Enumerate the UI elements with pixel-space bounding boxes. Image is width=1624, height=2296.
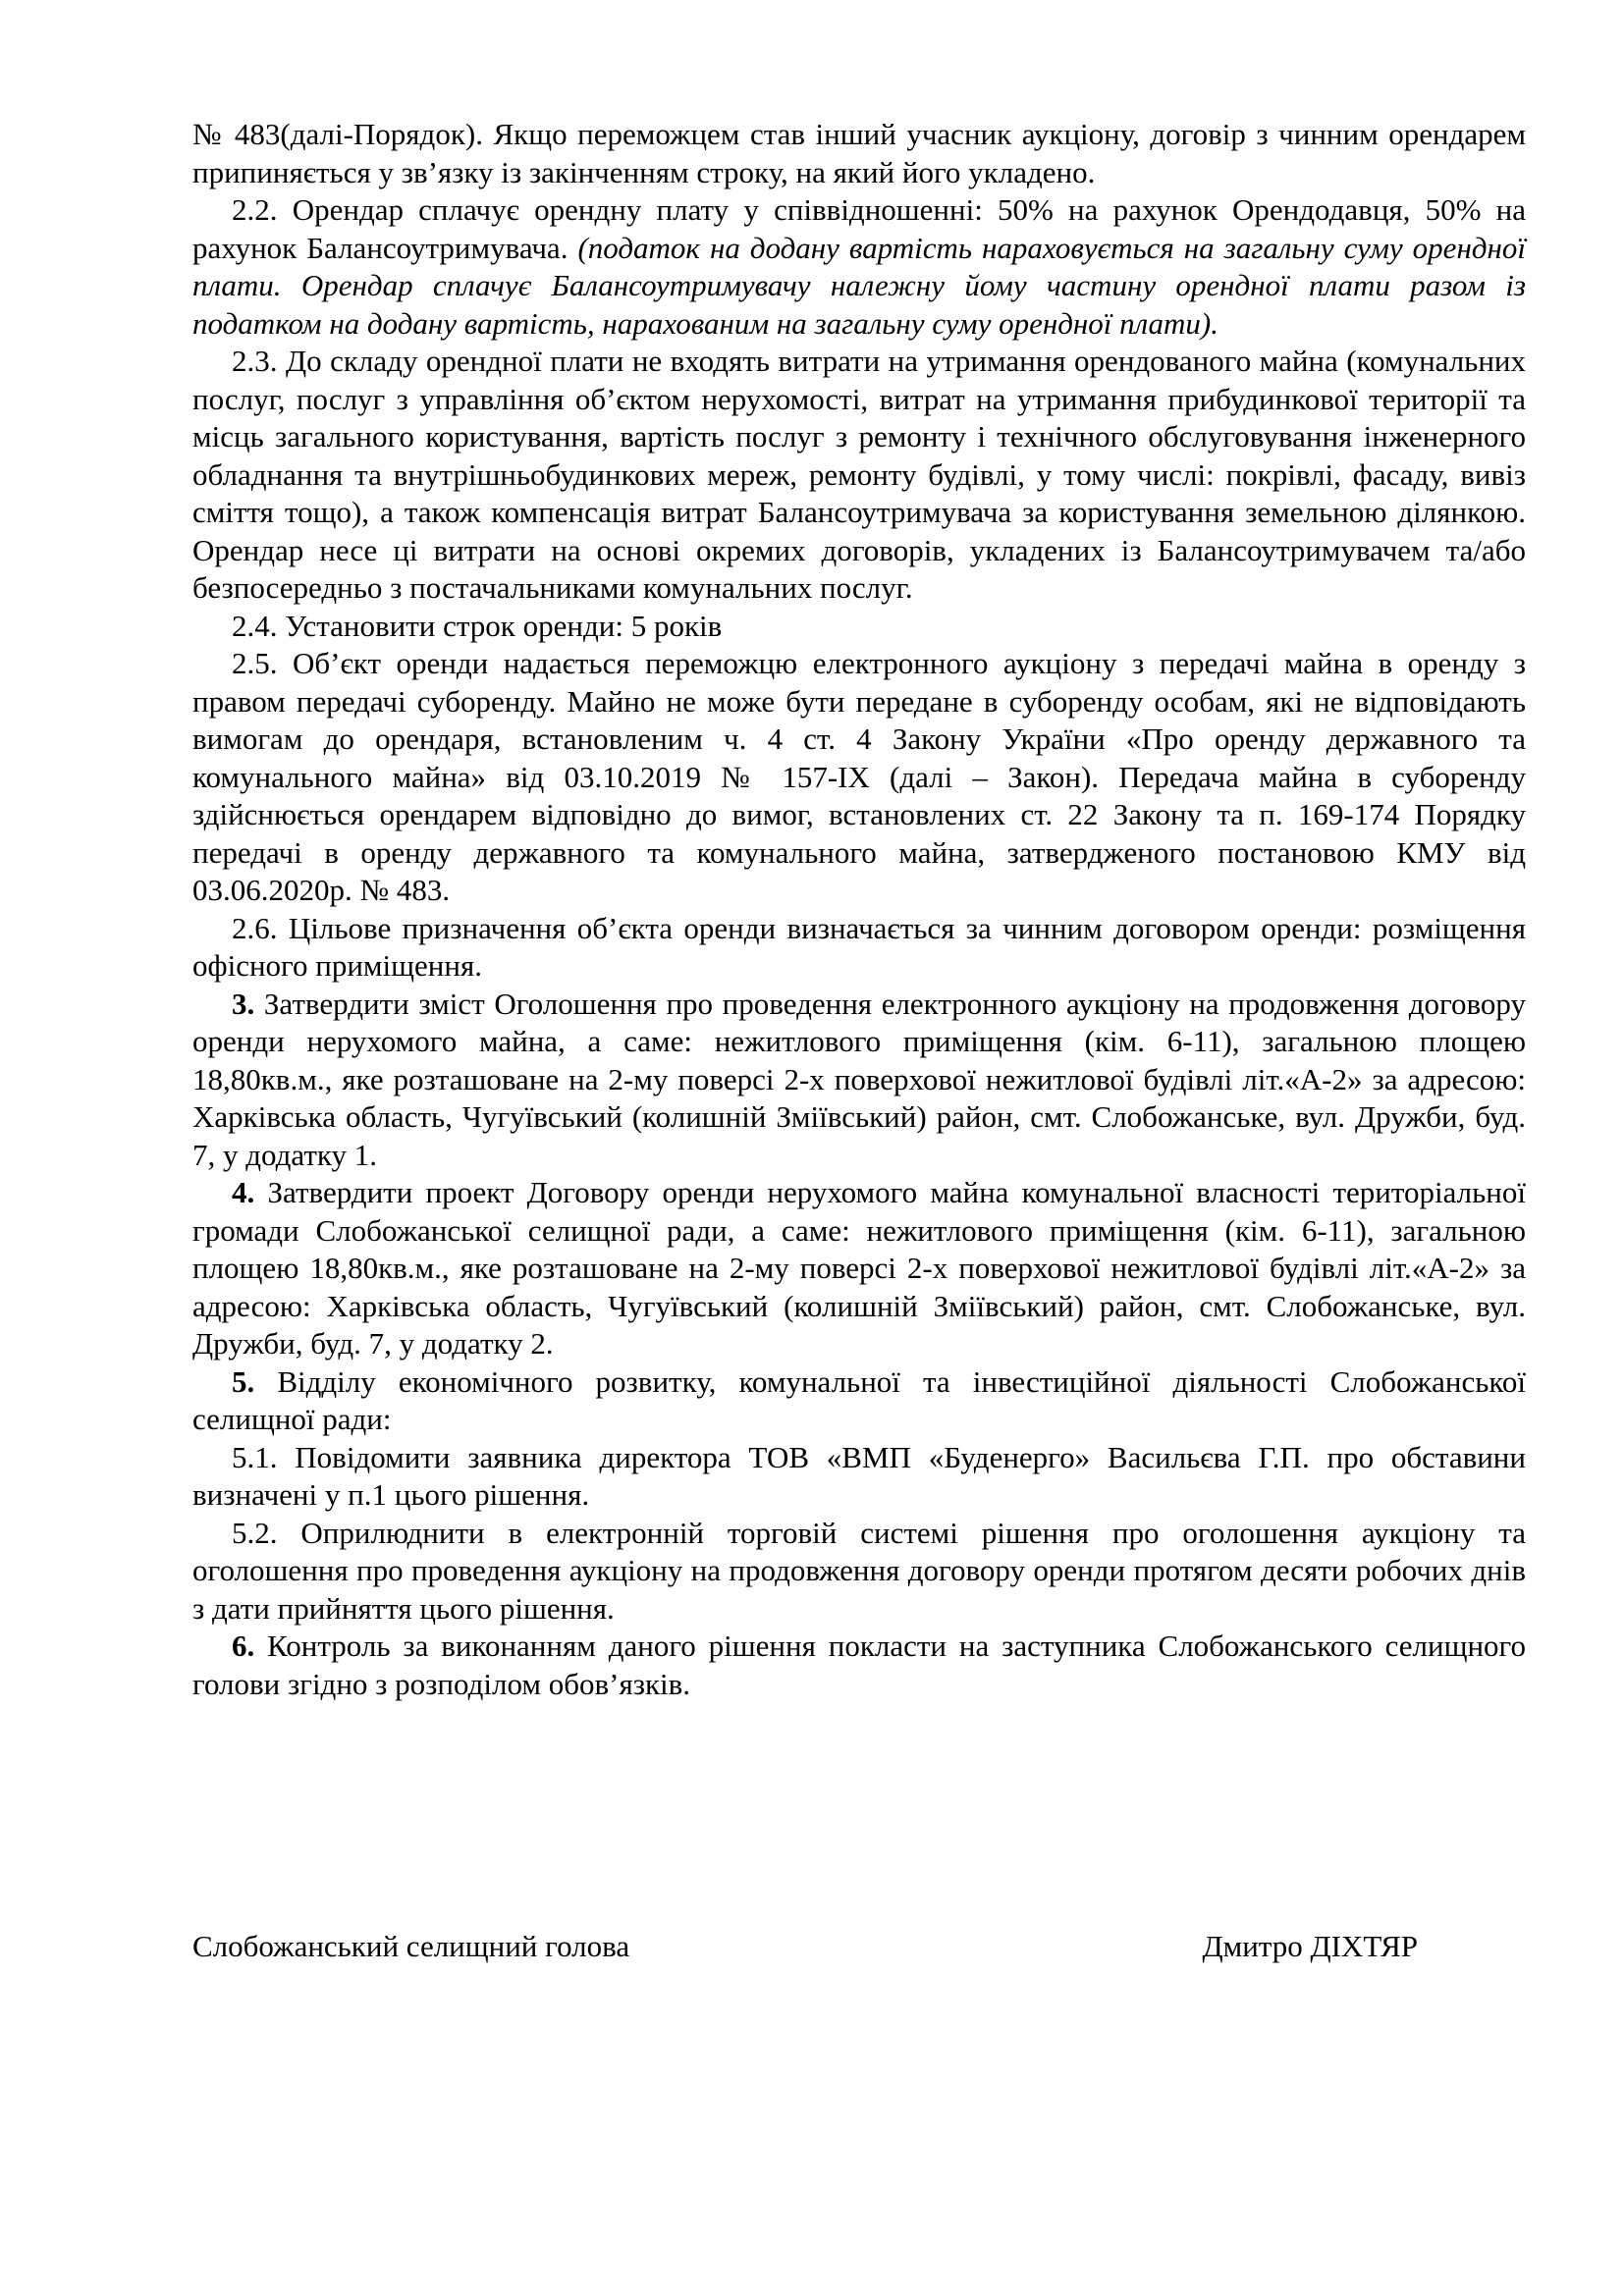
paragraph-2-2-text: 2.2. Орендар сплачує орендну плату у співвідношенні: 50% на рахунок Орендодавця, 50% на рахунок Балансоутримувача. [192,192,1526,265]
paragraph-3-number: 3. [232,986,255,1021]
paragraph-4 [192,1174,1526,1363]
paragraph-order-continuation: № 483(далі-Порядок). Якщо переможцем став інший учасник аукціону, договір з чинним орендарем припиняється у зв’язку із закінченням строку, на який його укладено. [192,117,1526,189]
paragraph-6 [192,1628,1526,1703]
paragraph-5-1: 5.1. Повідомити заявника директора ТОВ «ВМП «Буденерго» Васильєва Г.П. про обставини визначені у п.1 цього рішення. [192,1439,1526,1512]
paragraph-2-3: 2.3. До складу орендної плати не входять витрати на утримання орендованого майна (комунальних послуг, послуг з управління об’єктом нерухомості, витрат на утримання прибудинкової території та місць загального користування, вартість послуг з ремонту і технічного обслуговування інженерного обладнання та внутрішньобудинкових мереж, ремонту будівлі, у тому числі: покрівлі, фасаду, вивіз сміття тощо), а також компенсація витрат Балансоутримувача за користування земельною ділянкою. Орендар несе ці витрати на основі окремих договорів, укладених із Балансоутримувачем та/або безпосередньо з постачальниками комунальних послуг. [192,344,1526,605]
paragraph-5-number: 5. [232,1363,255,1399]
paragraph-6-text: Контроль за виконанням даного рішення покласти на заступника Слобожанського селищного голови згідно з розподілом обов’язків. [192,1629,1526,1701]
document-body [192,116,1526,1703]
paragraph-5 [192,1363,1526,1439]
signature-position: Слобожанський селищний голова [192,1929,630,1963]
paragraph-5-2: 5.2. Оприлюднити в електронній торговій системі рішення про оголошення аукціону та оголошення про проведення аукціону на продовження договору оренди протягом десяти робочих днів з дати прийняття цього рішення. [192,1515,1526,1626]
paragraph-2-4: 2.4. Установити строк оренди: 5 років [232,608,723,643]
paragraph-3 [192,986,1526,1175]
signature-name: Дмитро ДІХТЯР [1202,1929,1418,1963]
paragraph-2-5: 2.5. Об’єкт оренди надається переможцю електронного аукціону з передачі майна в оренду з правом передачі суборенду. Майно не може бути передане в суборенду особам, які не відповідають вимогам до орендаря, встановленим ч. 4 ст. 4 Закону України «Про оренду державного та комунального майна» від 03.10.2019 № 157-IX (далі – Закон). Передача майна в суборенду здійснюється орендарем відповідно до вимог, встановлених ст. 22 Закону та п. 169-174 Порядку передачі в оренду державного та комунального майна, затвердженого постановою КМУ від 03.06.2020р. № 483. [192,646,1526,907]
paragraph-2-2 [192,191,1526,343]
paragraph-4-text: Затвердити проект Договору оренди нерухомого майна комунальної власності територіальної громади Слобожанської селищної ради, а саме: нежитлового приміщення (кім. 6-11), загальною площею 18,80кв.м., яке розташоване на 2-му поверсі 2-х поверхової нежитлової будівлі літ.«А-2» за адресою: Харківська область, Чугуївський (колишній Зміївський) район, смт. Слобожанське, вул. Дружби, буд. 7, у додатку 2. [192,1175,1526,1361]
paragraph-4-number: 4. [232,1175,255,1209]
paragraph-6-number: 6. [232,1629,255,1663]
signature-block [192,1928,1418,1965]
paragraph-3-text: Затвердити зміст Оголошення про проведення електронного аукціону на продовження договору оренди нерухомого майна, а саме: нежитлового приміщення (кім. 6-11), загальною площею 18,80кв.м., яке розташоване на 2-му поверсі 2-х поверхової нежитлової будівлі літ.«А-2» за адресою: Харківська область, Чугуївський (колишній Зміївський) район, смт. Слобожанське, вул. Дружби, буд. 7, у додатку 1. [192,986,1526,1172]
paragraph-5-text: Відділу економічного розвитку, комунальної та інвестиційної діяльності Слобожанської селищної ради: [192,1363,1526,1436]
paragraph-2-6: 2.6. Цільове призначення об’єкта оренди визначається за чинним договором оренди: розміщення офісного приміщення. [192,910,1526,983]
paragraph-2-2-italic-note: (податок на додану вартість нараховується на загальну суму орендної плати. Орендар сплачує Балансоутримувачу належну йому частину орендної плати разом із податком на додану вартість, нарахованим на загальну суму орендної плати). [192,230,1526,341]
